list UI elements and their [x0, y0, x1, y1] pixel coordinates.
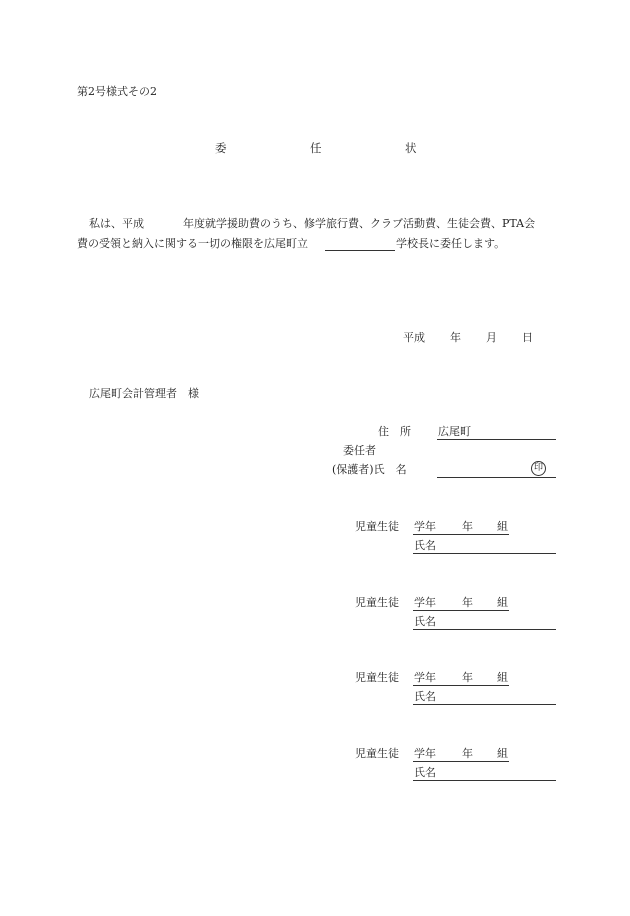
grade-class-field[interactable]	[413, 761, 509, 762]
body-line2-a: 費の受領と納入に関する一切の権限を広尾町立	[77, 237, 308, 250]
seal-icon: 印	[531, 461, 546, 476]
name-label: (保護者)氏 名	[332, 463, 407, 476]
student-label: 児童生徒	[355, 520, 399, 533]
name-field[interactable]	[437, 477, 556, 478]
student-year: 年	[462, 671, 473, 684]
student-grade: 学年	[414, 520, 436, 533]
student-label: 児童生徒	[355, 596, 399, 609]
grade-class-field[interactable]	[413, 610, 509, 611]
date-era: 平成	[403, 331, 425, 344]
addressee: 広尾町会計管理者 様	[89, 387, 199, 400]
student-class: 組	[497, 747, 508, 760]
student-name-label: 氏名	[414, 539, 436, 552]
body-line2-b: 学校長に委任します。	[396, 237, 506, 250]
student-grade: 学年	[414, 671, 436, 684]
address-label: 住 所	[378, 425, 411, 438]
school-name-blank[interactable]	[325, 250, 395, 251]
address-value: 広尾町	[438, 425, 471, 438]
student-year: 年	[462, 520, 473, 533]
date-day: 日	[522, 331, 533, 344]
student-name-field[interactable]	[413, 629, 556, 630]
grade-class-field[interactable]	[413, 534, 509, 535]
student-class: 組	[497, 596, 508, 609]
student-name-field[interactable]	[413, 780, 556, 781]
student-name-label: 氏名	[414, 615, 436, 628]
student-name-field[interactable]	[413, 553, 556, 554]
date-month: 月	[486, 331, 497, 344]
student-name-field[interactable]	[413, 704, 556, 705]
address-field[interactable]	[437, 439, 556, 440]
student-name-label: 氏名	[414, 690, 436, 703]
grade-class-field[interactable]	[413, 685, 509, 686]
delegator-role-label: 委任者	[343, 444, 376, 457]
student-year: 年	[462, 596, 473, 609]
student-class: 組	[497, 520, 508, 533]
student-year: 年	[462, 747, 473, 760]
form-number: 第2号様式その2	[77, 85, 157, 98]
student-label: 児童生徒	[355, 671, 399, 684]
student-name-label: 氏名	[414, 766, 436, 779]
student-grade: 学年	[414, 596, 436, 609]
title-char-3: 状	[405, 141, 417, 155]
student-class: 組	[497, 671, 508, 684]
student-label: 児童生徒	[355, 747, 399, 760]
body-line1-b: 年度就学援助費のうち、修学旅行費、クラブ活動費、生徒会費、PTA会	[183, 217, 536, 230]
body-line1-a: 私は、平成	[89, 217, 144, 230]
title-char-2: 任	[310, 141, 322, 155]
date-year: 年	[450, 331, 461, 344]
title-char-1: 委	[215, 141, 227, 155]
student-grade: 学年	[414, 747, 436, 760]
